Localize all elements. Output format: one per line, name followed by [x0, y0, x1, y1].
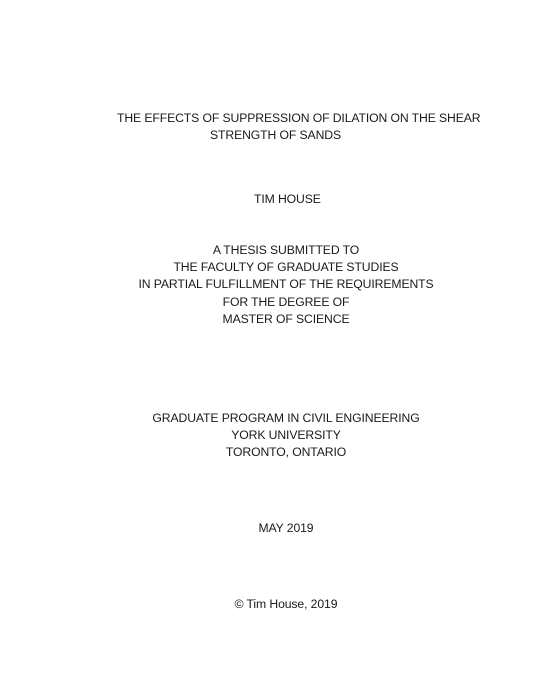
- thesis-statement-line: MASTER OF SCIENCE: [222, 311, 350, 326]
- thesis-title-line-1: THE EFFECTS OF SUPPRESSION OF DILATION ON THE SHEAR: [117, 111, 481, 125]
- thesis-statement-line: FOR THE DEGREE OF: [222, 294, 350, 309]
- date-text: MAY 2019: [258, 521, 314, 535]
- author-name: TIM HOUSE: [254, 192, 321, 206]
- thesis-statement-line: IN PARTIAL FULFILLMENT OF THE REQUIREMENTS: [138, 277, 434, 292]
- thesis-statement-line: THE FACULTY OF GRADUATE STUDIES: [173, 260, 399, 275]
- university-name: YORK UNIVERSITY: [231, 428, 341, 443]
- thesis-title-line-2: STRENGTH OF SANDS: [210, 128, 342, 142]
- copyright-text: © Tim House, 2019: [234, 597, 338, 611]
- thesis-statement-line: A THESIS SUBMITTED TO: [212, 243, 360, 257]
- program-info: [0, 410, 541, 462]
- program-name: GRADUATE PROGRAM IN CIVIL ENGINEERING: [152, 411, 420, 425]
- submission-date: [0, 520, 541, 537]
- copyright-notice: [0, 596, 541, 613]
- university-location: TORONTO, ONTARIO: [225, 445, 347, 460]
- thesis-statement: [0, 242, 541, 328]
